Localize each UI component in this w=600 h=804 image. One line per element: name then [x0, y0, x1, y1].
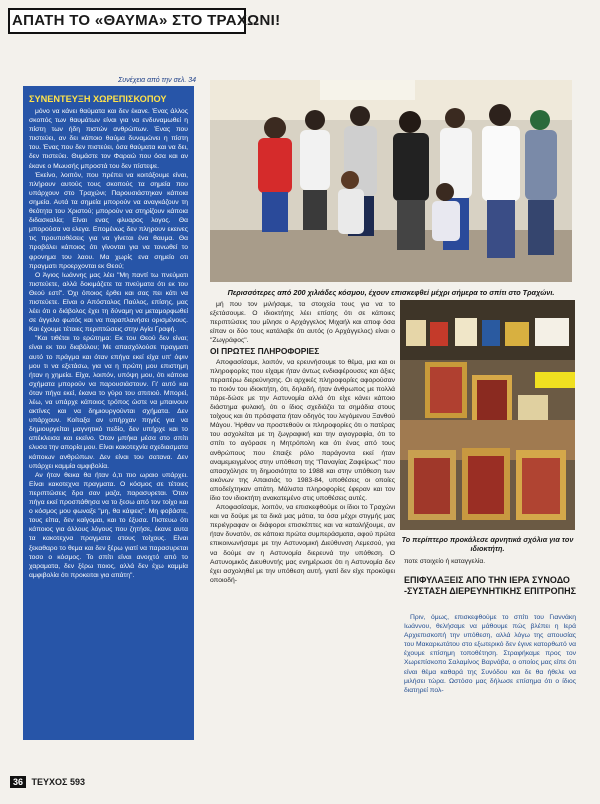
subheading: ΟΙ ΠΡΩΤΕΣ ΠΛΗΡΟΦΟΡΙΕΣ — [210, 346, 320, 357]
kiosk-photo — [400, 300, 575, 530]
article-paragraph: Αποφασίσαμε, λοιπόν, να ερευνήσουμε το θέμα, μια και οι πληροφορίες που είχαμε ήταν άντως ενδιαφέρουσες και άξιες περαιτέρω διερεύνησης. Οι αρχικές πληροφορίες αφορούσαν το ποιόν του ιδιοκτήτη, ότι, δηλαδή, ήταν άνθρωπος με πολλά πάρε-δώσε με την Αστυνομία αλλά ότι είχε κάνει κάποιο διάστημα φυλακή, ότι ο ίδιος σχεδιάζει τα σημάδια στους τοίχους και ότι πρόσφατα ήταν οδηγός του λεγόμενου Ξανθού Μάγου. Ήρθαν να προστεθούν οι πληροφορίες ότι ο πατέρας του ασχολείται με τη ζωγραφική και την αγιογραφία, ότι το σπίτι το αγόρασε η Μητρόπολη και ότι ένας από τους ανθρώπους που έπαιξε ρόλο παράγοντα εκεί ήταν αναμεμειγμένος στην υπόθεση της "Παναγίας Ζαφείρως" που απασχόλησε τη δημοσιότητα το 1988 και στην υπόθεση των εικόνων της Απαισιάς το 1983-84, υποθέσεις οι οποίες αποδείχτηκαν απάτη. Μάλιστα πληροφορίες έφεραν και τον ίδιο τον ιδιοκτήτη ανακατεμένο στις υποθέσεις αυτές. — [210, 358, 395, 502]
kiosk-photo-caption: Το περίπτερο προκάλεσε αρνητικά σχόλια για τον ιδιοκτήτη. — [401, 535, 574, 553]
sidebar-paragraph: Αν ήταν θεικα θα ήταν ό,τι πιο ωραιο υπάρχει. Είναι κακοτεχνα πραγματα. Ο κόσμος σε τέτοιες περιπτώσεις δρα σαν μαζα, παρασυρεται. Όταν πήγα εκεί προσπάθησα να το ξεσω από τον τοίχο και ο κόσμος μου φωναξε "μη, θα κάψεις". Μη φοβάστε, τους είπα, δεν καίγομαι, και το έξυσα. Πιστευω ότι κάποιος για άλλους λόγους που ζητήσε, έκανε αυτα τα κακοτεχνα πραγματα στους τοίχους. Είναι ξεκαθαρο το θεμα και δεν ξέρω γιατί να παρασυρεται τοσο ο κόσμος. Το σπίτι είναι ανοιχτό από το χαραματα, δεν ξέρω ποιος, αλλά δεν έχω καμμία αμφιβολία ότι προκειται για απάτη". — [29, 471, 188, 579]
continued-note: Συνέχεια από την σελ. 34 — [118, 77, 196, 84]
crowd-photo — [210, 80, 572, 282]
crowd-photo-caption: Περισσότερες από 200 χιλιάδες κόσμου, έχουν επισκεφθεί μέχρι σήμερα το σπίτι στο Τραχώνι. — [227, 288, 555, 297]
article-paragraph: μή που τον μιλήσαμε, τα στοιχεία τους για να το εξετάσουμε. Ο ιδιοκτήτης λέει επίσης ότι σε κάποιες περιπτώσεις του μίλησε ο Αρχάγγελος Μιχαήλ και αποφ όσα είπαν οι δύο τους κατάλαβε ότι αυτός (ο Αρχάγγελος) είναι ο "Ζωγράφος". — [210, 301, 395, 345]
sidebar-paragraph: "Και τιθέται το ερώτημα: Εκ του Θεού δεν είναι; είναι εκ του διαβόλου; Με απασχόλούσε πραγματι αυτό το πράγμα και όταν επήγα εκεί είχα υπ' όψιν μου τι να εξετάσω, για να η πρώτη μου επιστημη ήταν η χημεία. Είχα, λοιπόν, υπόψη μου, ότι κάποια σχήματα μπορούν να παρουσιάστουν. Γι' αυτό και όταν πήγα εκεί, έκανα το γύρο του σπιτιού. Μπορεί, λέω, να υπάρχε κάποιος τρόπος ώστε να μπαινουν ακτίνες και να δημιουργούνται σχήματα. Δεν υπάρχουν. Κοίταξα αν υπήρχαν πηγές για να δημιουργείται μαγνητικό πεδίο, δεν υπήρχε και το απέκλεισα και εκείνο. Όταν μπήκα μέσα στο σπίτι ελυσα την απορία μου. Είναι κακοτεχνία σχεδιασματα κάποιων ανθρώπων. Δεν είναι του σατανα. Δεν υπάρχει καμμία αμφιβολία. — [29, 335, 188, 470]
issue-number: ΤΕΥΧΟΣ 593 — [31, 777, 85, 787]
page-footer — [10, 776, 85, 788]
sidebar-paragraph: Έκείνο, λοιπόν, που πρέπει να κοιτάξουμε είναι, πλήρουν αυτούς τους σκοπούς τα σημεία που υπάρχουν στο Τραχώνι; Παρουσιάστηκαν κάποια σημεία. Αυτά τα σημεία μπορούν να αναγκάζουν τη θεότητα του Χριστού; μπορούν να στηρίζουν κάποια διδασκαλία; Είναι ενας φλυαρος λογος. Θα μπορούσα να ελεγα. Επομένως δεν πληρουν εκεινες τις προυποθέσεις για να γίνεται ένα θαυμα. Θα προβάλει κάποιος ότι γίνονται για να τονωθεί το φρονημα του λαου. Μα χωρίς ενα σημείο οτι πραγματι προερχονται εκ Θεού; — [29, 171, 188, 270]
article-paragraph: Αποφασίσαμε, λοιπόν, να επισκεφθούμε οι ίδιοι το Τραχώνι και να δούμε με τα δικά μας μάτια, τα όσα μέχρι στιγμής μας περιέγραφαν οι διάφοροι επισκέπτες και να καταλήξουμε, αν ήταν δυνατόν, σε κάποια πρώτα συμπεράσματα, αφού πρώτα επικοινωνήσαμε με την Αστυνομική Διεύθυνση Λεμεσού, για να δούμε αν η Αστυνομία διερευνά την υπόθεση. Ο Αστυνομικός Διευθυντής μας ενημέρωσε ότι η Αστυνομία δεν έχει ασχοληθεί με την υπόθεση αυτή, γιατί δεν είχε προκύψει οποιοδή- — [210, 504, 395, 584]
main-article-column — [210, 300, 395, 585]
sidebar-text — [29, 107, 188, 737]
continuation-text: ποτε στοιχείο ή καταγγελία. — [404, 558, 486, 565]
sidebar-paragraph: μόνο να κάνει θαύματα και δεν έκανε. Ένας άλλος σκοπός των θαυμάτων είναι για να ενδυναμωθεί η πίστη των ήδη πιστών ανθρώπων. Ένας που πιστεύει, αν δει κάποιο θαύμα δυναμώνει η πίστη του. Ένας που δεν πιστεύει, όσα θαύματα και να δει, δεν πιστεύει. Θυμάστε τον Φαραώ που όσα και αν έκανε ο Μωυσής μπροστά του δεν πίστεψε. — [29, 108, 188, 170]
sidebar-heading: ΣΥΝΕΝΤΕΥΞΗ ΧΩΡΕΠΙΣΚΟΠΟΥ — [29, 94, 167, 104]
page-number: 36 — [10, 776, 26, 788]
sidebar-paragraph: Ο Άγιος Ιωάννης μας λέει "Μη παντί τω πνεύματι πιστεύετε, αλλά δοκιμάζετε τα πνεύματα ότι εκ του Θεού εστί". Όχι όποιος έρθει και σας πει κάτι να πιστεύετε. Είναι ο Απόστολος Παύλος, επίσης, μας λέει ότι ο διάβολος έχει τη δύναμη να μεταμορφωθεί σε άγγελο φωτός και να παραπλανήσει ορισμένους. Και έχουμε τέτοιες περιπτώσεις στην Αγία Γραφή. — [29, 271, 188, 334]
right-column-text — [404, 613, 576, 695]
article-paragraph: Πριν, όμως, επισκεφθούμε το σπίτι του Γιαννάκη Ιωάννου, θελήσαμε να μάθουμε πώς βλέπει η Ιερά Αρχιεπισκοπή την υπόθεση, αλλά λόγω της απουσίας του Μακαριωτάτου στο εξωτερικό δεν έγινε κατορθωτό να έχουμε επίσημη τοποθέτηση. Στραφήκαμε προς τον Χωρεπίσκοπο Σαλαμίνος Βαρνάβα, ο οποίος μας είπε ότι είναι θέμα καθαρά της Συνόδου και δε θα ήθελε να μιλήσει τώρα. Ωστόσο μας δήλωσε επίσημα ότι ο ίδιος διατηρεί πολ- — [404, 614, 576, 694]
article-title: ΑΠΑΤΗ ΤΟ «ΘΑΥΜΑ» ΣΤΟ ΤΡΑΧΩΝΙ! — [12, 12, 281, 29]
section-heading: ΕΠΙΦΥΛΑΞΕΙΣ ΑΠΟ ΤΗΝ ΙΕΡΑ ΣΥΝΟΔΟ -ΣΥΣΤΑΣΗ ΔΙΕΡΕΥΝΗΤΙΚΗΣ ΕΠΙΤΡΟΠΗΣ — [404, 575, 576, 596]
interview-sidebar — [23, 86, 194, 740]
